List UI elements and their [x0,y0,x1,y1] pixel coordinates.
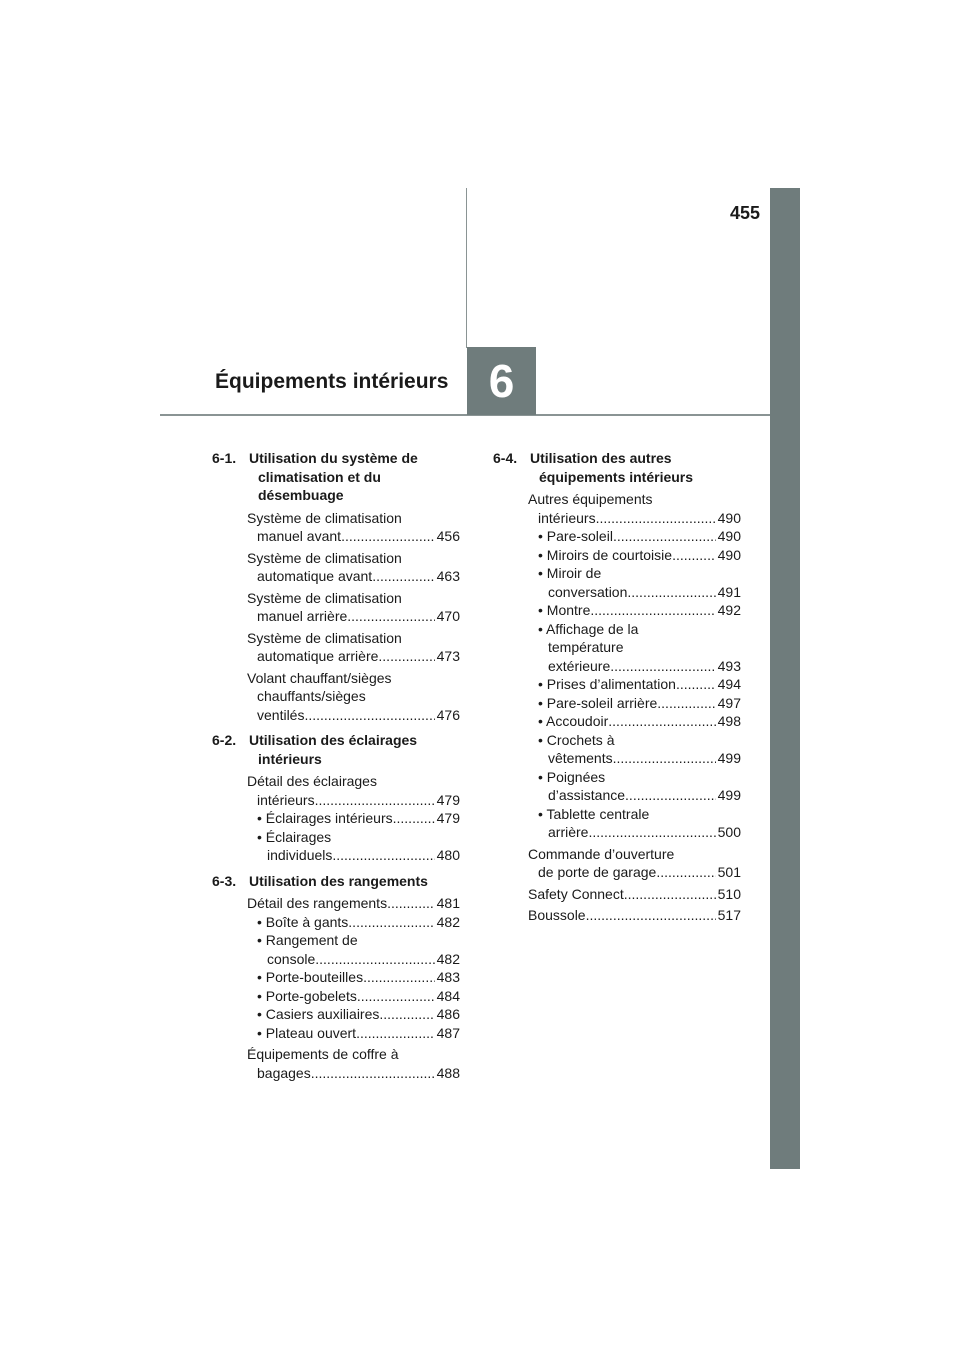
toc-subentry[interactable]: • Éclairages individuels ..... 480 [247,828,460,865]
vertical-rule [466,188,467,348]
toc-entry-safety-connect[interactable]: Safety Connect ..... 510 [493,885,741,904]
toc-entry-luggage[interactable]: Équipements de coffre à bagages ..... 488 [212,1045,460,1082]
toc-entry-other-equipment[interactable]: Autres équipements intérieurs ..... 490 • Pare-soleil ..... 490 • Miroirs de courtoisie ..... 490 • Miroir de conversation ..... 491 • Montre ..... 492 • Affichage de la température extérieure ..... 493 • Prises d’alimentation ..... 494 • Pare-soleil arrière ..... 497 • Accoudoir ..... 498 • Crochets à vêtements ..... 499 • Poignées d’assistance ..... 499 • Tablette centrale arrière ..... 500 [493,490,741,842]
toc-subentry[interactable]: • Miroirs de courtoisie ..... 490 [528,546,741,565]
toc-subentry[interactable]: • Pare-soleil arrière ..... 497 [528,694,741,713]
toc-subentry[interactable]: • Prises d’alimentation ..... 494 [528,675,741,694]
toc-subentry[interactable]: • Plateau ouvert ..... 487 [247,1024,460,1043]
toc-subentry[interactable]: • Crochets à vêtements ..... 499 [528,731,741,768]
toc-subentry[interactable]: • Porte-gobelets ..... 484 [247,987,460,1006]
section-number: 6-4. [493,450,518,466]
toc-entry-compass[interactable]: Boussole ..... 517 [493,906,741,925]
toc-subentry[interactable]: • Casiers auxiliaires ..... 486 [247,1005,460,1024]
chapter-title: Équipements intérieurs [215,370,449,393]
toc-subentry[interactable]: • Rangement de console ..... 482 [247,931,460,968]
toc-entry-storage[interactable]: Détail des rangements ..... 481 • Boîte à gants ..... 482 • Rangement de console ..... 482 • Porte-bouteilles ..... 483 • Porte-gobelets ..... 484 • Casiers auxiliaires ..... 486 • Plateau ouvert ..... 487 [212,894,460,1042]
toc-entry-manual-front-ac[interactable]: Système de climatisation manuel avant ..... 456 [212,509,460,546]
chapter-number-box: 6 [467,347,536,415]
toc-subentry[interactable]: • Boîte à gants ..... 482 [247,913,460,932]
toc-subentry[interactable]: • Montre ..... 492 [528,601,741,620]
toc-left-column [212,449,460,1085]
section-number: 6-2. [212,732,237,748]
toc-subentry[interactable]: • Affichage de la température extérieure ..... 493 [528,620,741,676]
section-heading-6-2[interactable]: 6-2. Utilisation des éclairages intérieurs [212,732,418,767]
toc-subentry[interactable]: • Poignées d’assistance ..... 499 [528,768,741,805]
toc-subentry[interactable]: • Pare-soleil ..... 490 [528,527,741,546]
section-heading-6-1[interactable]: 6-1. Utilisation du système de climatisation et du désembuage [212,450,418,503]
toc-subentry[interactable]: • Porte-bouteilles ..... 483 [247,968,460,987]
section-heading-6-4[interactable]: 6-4. Utilisation des autres équipements intérieurs [493,450,694,485]
toc-subentry[interactable]: • Accoudoir ..... 498 [528,712,741,731]
toc-entry-auto-front-ac[interactable]: Système de climatisation automatique avant ..... 463 [212,549,460,586]
chapter-sidebar-tab [770,188,800,1169]
toc-subentry[interactable]: • Tablette centrale arrière ..... 500 [528,805,741,842]
section-heading-6-3[interactable]: 6-3. Utilisation des rangements [212,872,428,889]
toc-subentry[interactable]: • Miroir de conversation ..... 491 [528,564,741,601]
toc-entry-garage-door[interactable]: Commande d’ouverture de porte de garage ..... 501 [493,845,741,882]
section-number: 6-1. [212,450,237,466]
horizontal-rule [160,414,770,416]
toc-entry-manual-rear-ac[interactable]: Système de climatisation manuel arrière ..... 470 [212,589,460,626]
page-number: 455 [729,203,760,223]
toc-subentry[interactable]: • Éclairages intérieurs ..... 479 [247,809,460,828]
toc-right-column [493,449,741,928]
toc-entry-interior-lights[interactable]: Détail des éclairages intérieurs ..... 479 • Éclairages intérieurs ..... 479 • Éclairages individuels ..... 480 [212,772,460,865]
section-number: 6-3. [212,872,237,889]
toc-entry-auto-rear-ac[interactable]: Système de climatisation automatique arrière ..... 473 [212,629,460,666]
toc-entry-heated-seats[interactable]: Volant chauffant/sièges chauffants/sièges ventilés ..... 476 [212,669,460,725]
